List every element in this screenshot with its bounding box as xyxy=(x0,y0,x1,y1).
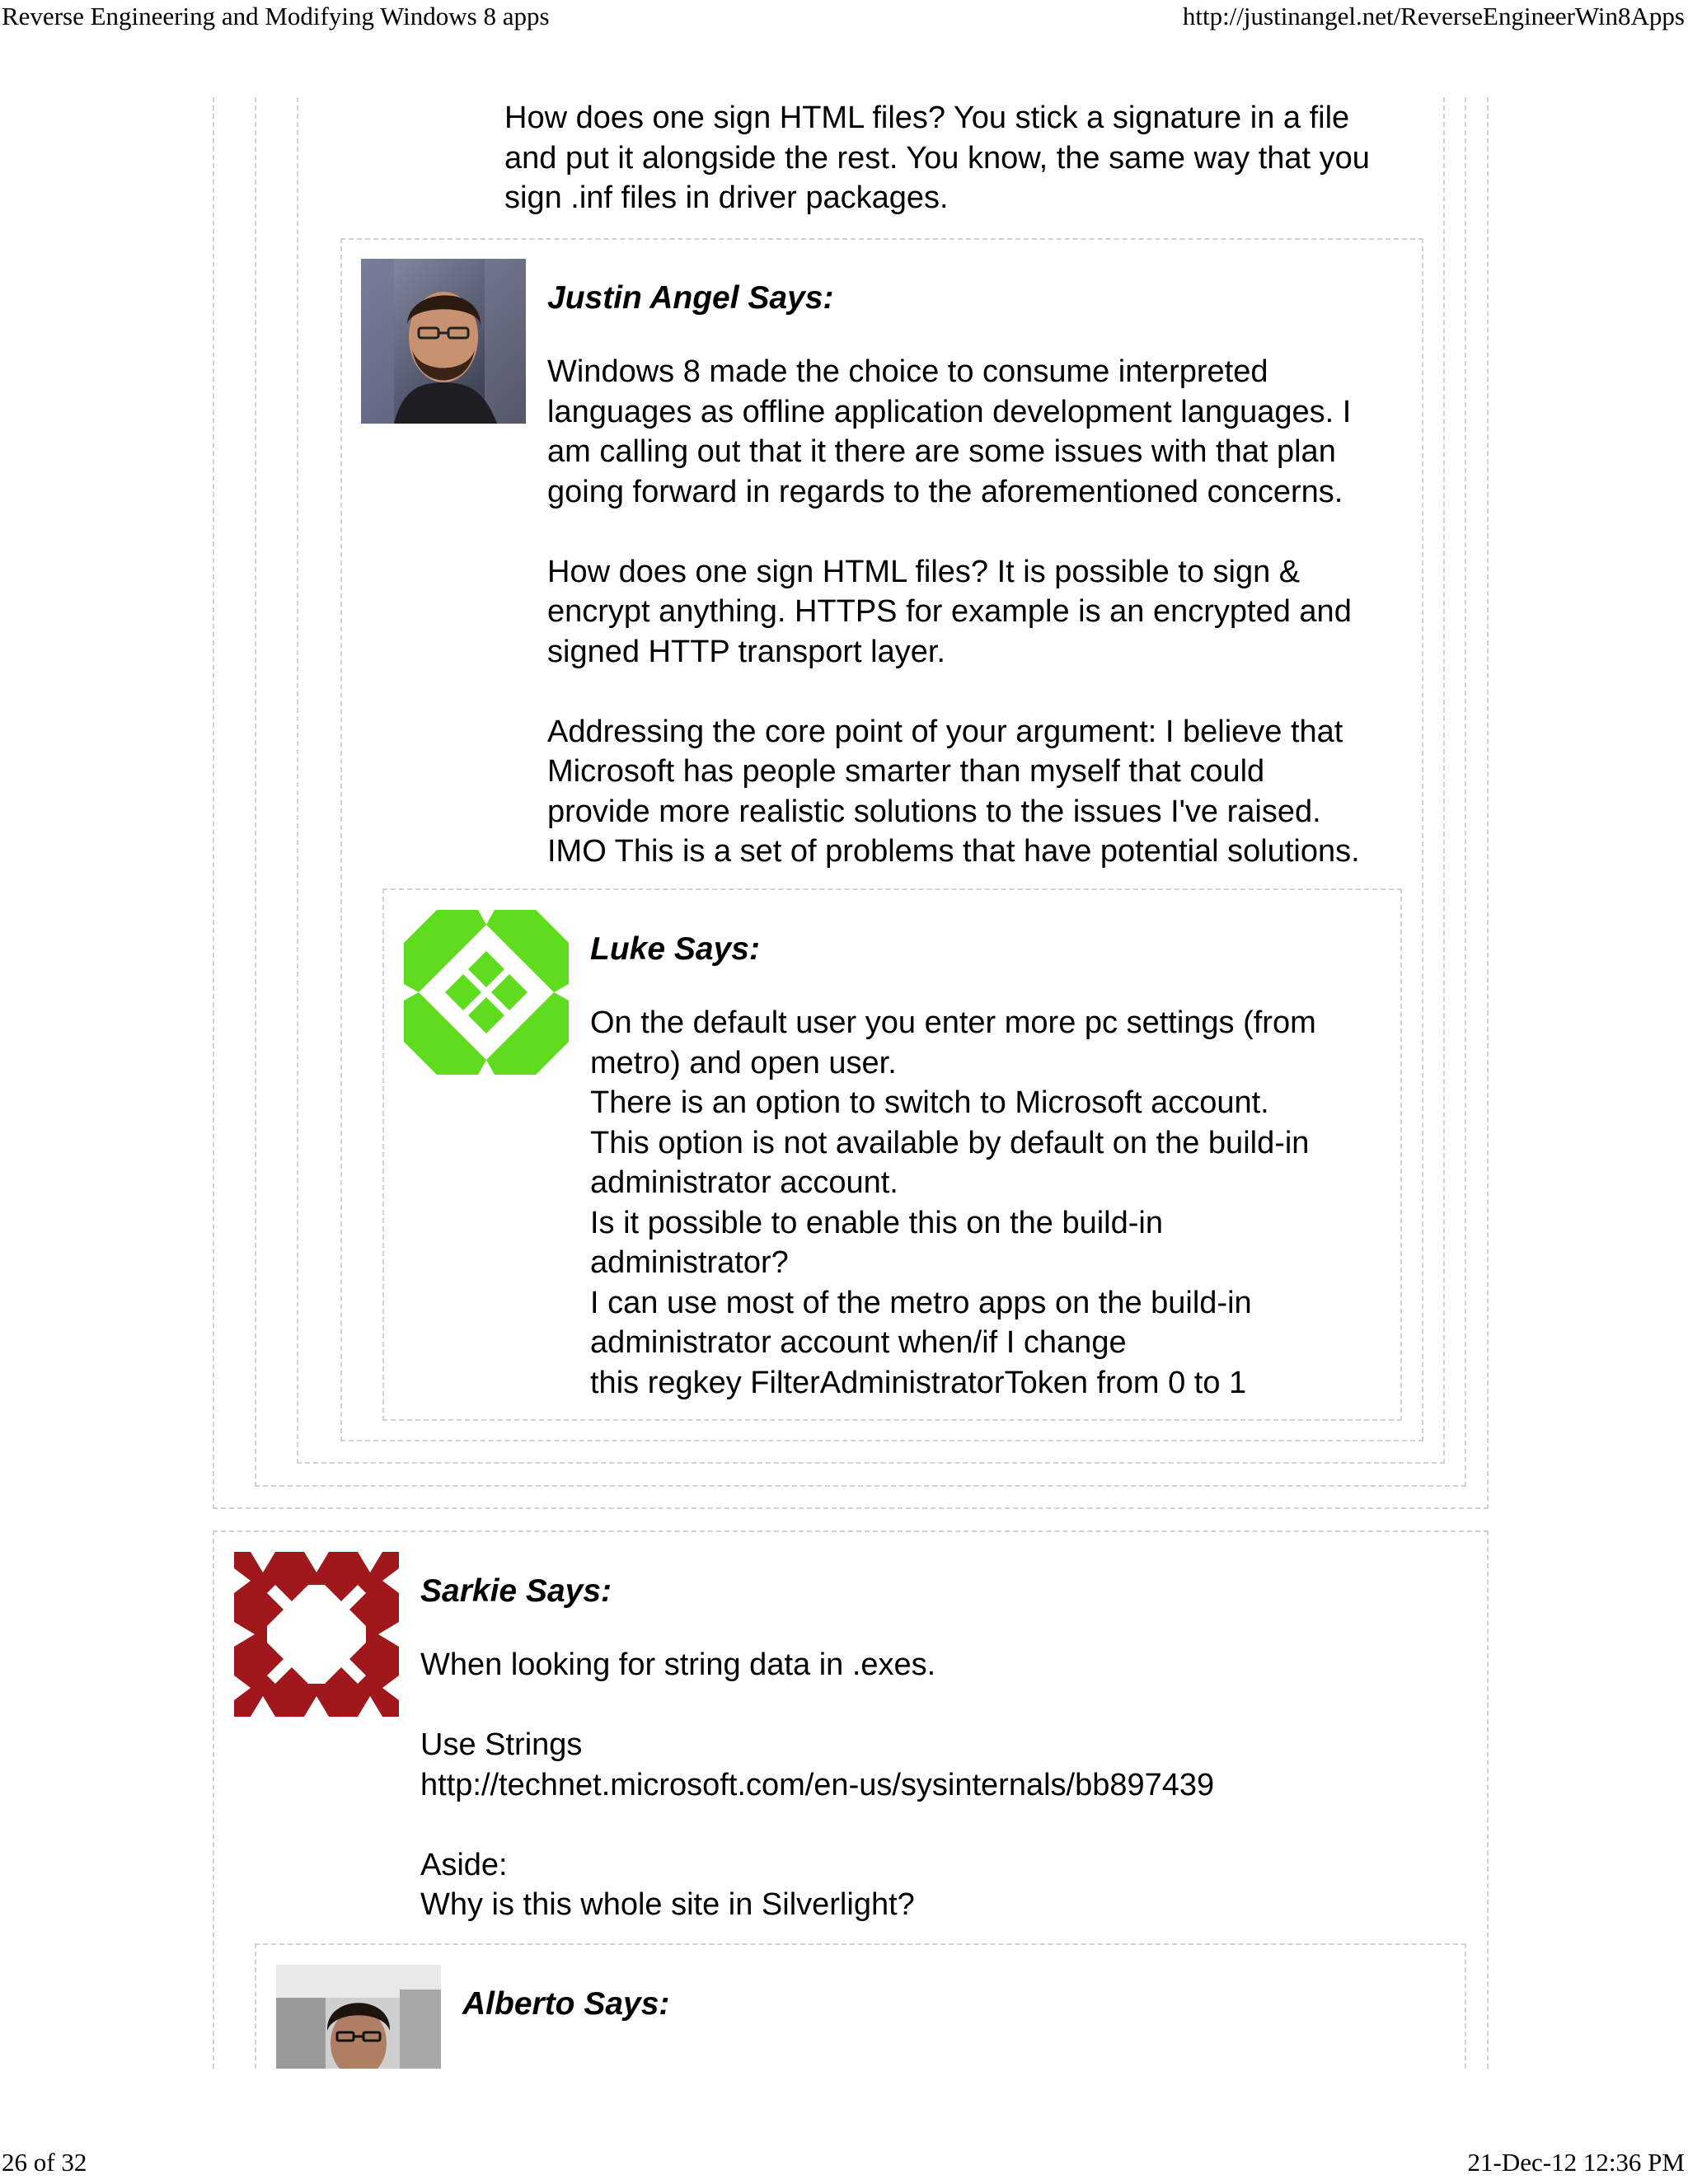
luke-body: On the default user you enter more pc settings (from metro) and open user. There is an option to switch to Microsoft account. This option is not available by default on the build-in administrator account. Is it possible to enable this on the build-in administrator? I can use most of the metro apps on the build-in administrator account when/if I change this regkey FilterAdministratorToken from 0 to 1 xyxy=(590,1005,1316,1400)
identicon-green-icon xyxy=(404,910,569,1075)
print-header-title: Reverse Engineering and Modifying Windows 8 apps xyxy=(2,2,550,30)
sarkie-author: Sarkie Says: xyxy=(420,1573,612,1609)
identicon-red-icon xyxy=(234,1552,399,1717)
print-footer xyxy=(0,2146,1688,2182)
alberto-avatar xyxy=(276,1965,441,2069)
luke-author: Luke Says: xyxy=(590,931,760,967)
justin-body: Windows 8 made the choice to consume interpreted languages as offline application development languages. I am calling out that it there are some issues with that plan going forward in regards to the aforementioned concerns. How does one sign HTML files? It is possible to sign & encrypt anything. HTTPS for example is an encrypted and signed HTTP transport layer. Addressing the core point of your argument: I believe that Microsoft has people smarter than myself that could provide more realistic solutions to the issues I've raised. IMO This is a set of problems that have potential solutions. xyxy=(547,354,1360,869)
person-photo-icon xyxy=(276,1965,441,2069)
justin-avatar xyxy=(361,259,526,424)
print-datetime: 21-Dec-12 12:36 PM xyxy=(1467,2148,1685,2177)
sarkie-body: When looking for string data in .exes. Use Strings http://technet.microsoft.com/en-us/sysinternals/bb897439 Aside: Why is this whole site in Silverlight? xyxy=(420,1647,1215,1922)
sarkie-avatar xyxy=(234,1552,399,1717)
luke-avatar xyxy=(404,910,569,1075)
page-number: 26 of 32 xyxy=(2,2148,87,2177)
prev-comment-body: How does one sign HTML files? You stick a signature in a file and put it alongside the rest. You know, the same way that you sign .inf files in driver packages. xyxy=(504,101,1370,215)
justin-author: Justin Angel Says: xyxy=(547,280,834,316)
print-header-url: http://justinangel.net/ReverseEngineerWin8Apps xyxy=(1182,2,1685,30)
person-photo-icon xyxy=(361,259,526,424)
sysinternals-link[interactable]: http://technet.microsoft.com/en-us/sysinternals/bb897439 xyxy=(420,1767,1215,1802)
alberto-author: Alberto Says: xyxy=(462,1986,670,2022)
